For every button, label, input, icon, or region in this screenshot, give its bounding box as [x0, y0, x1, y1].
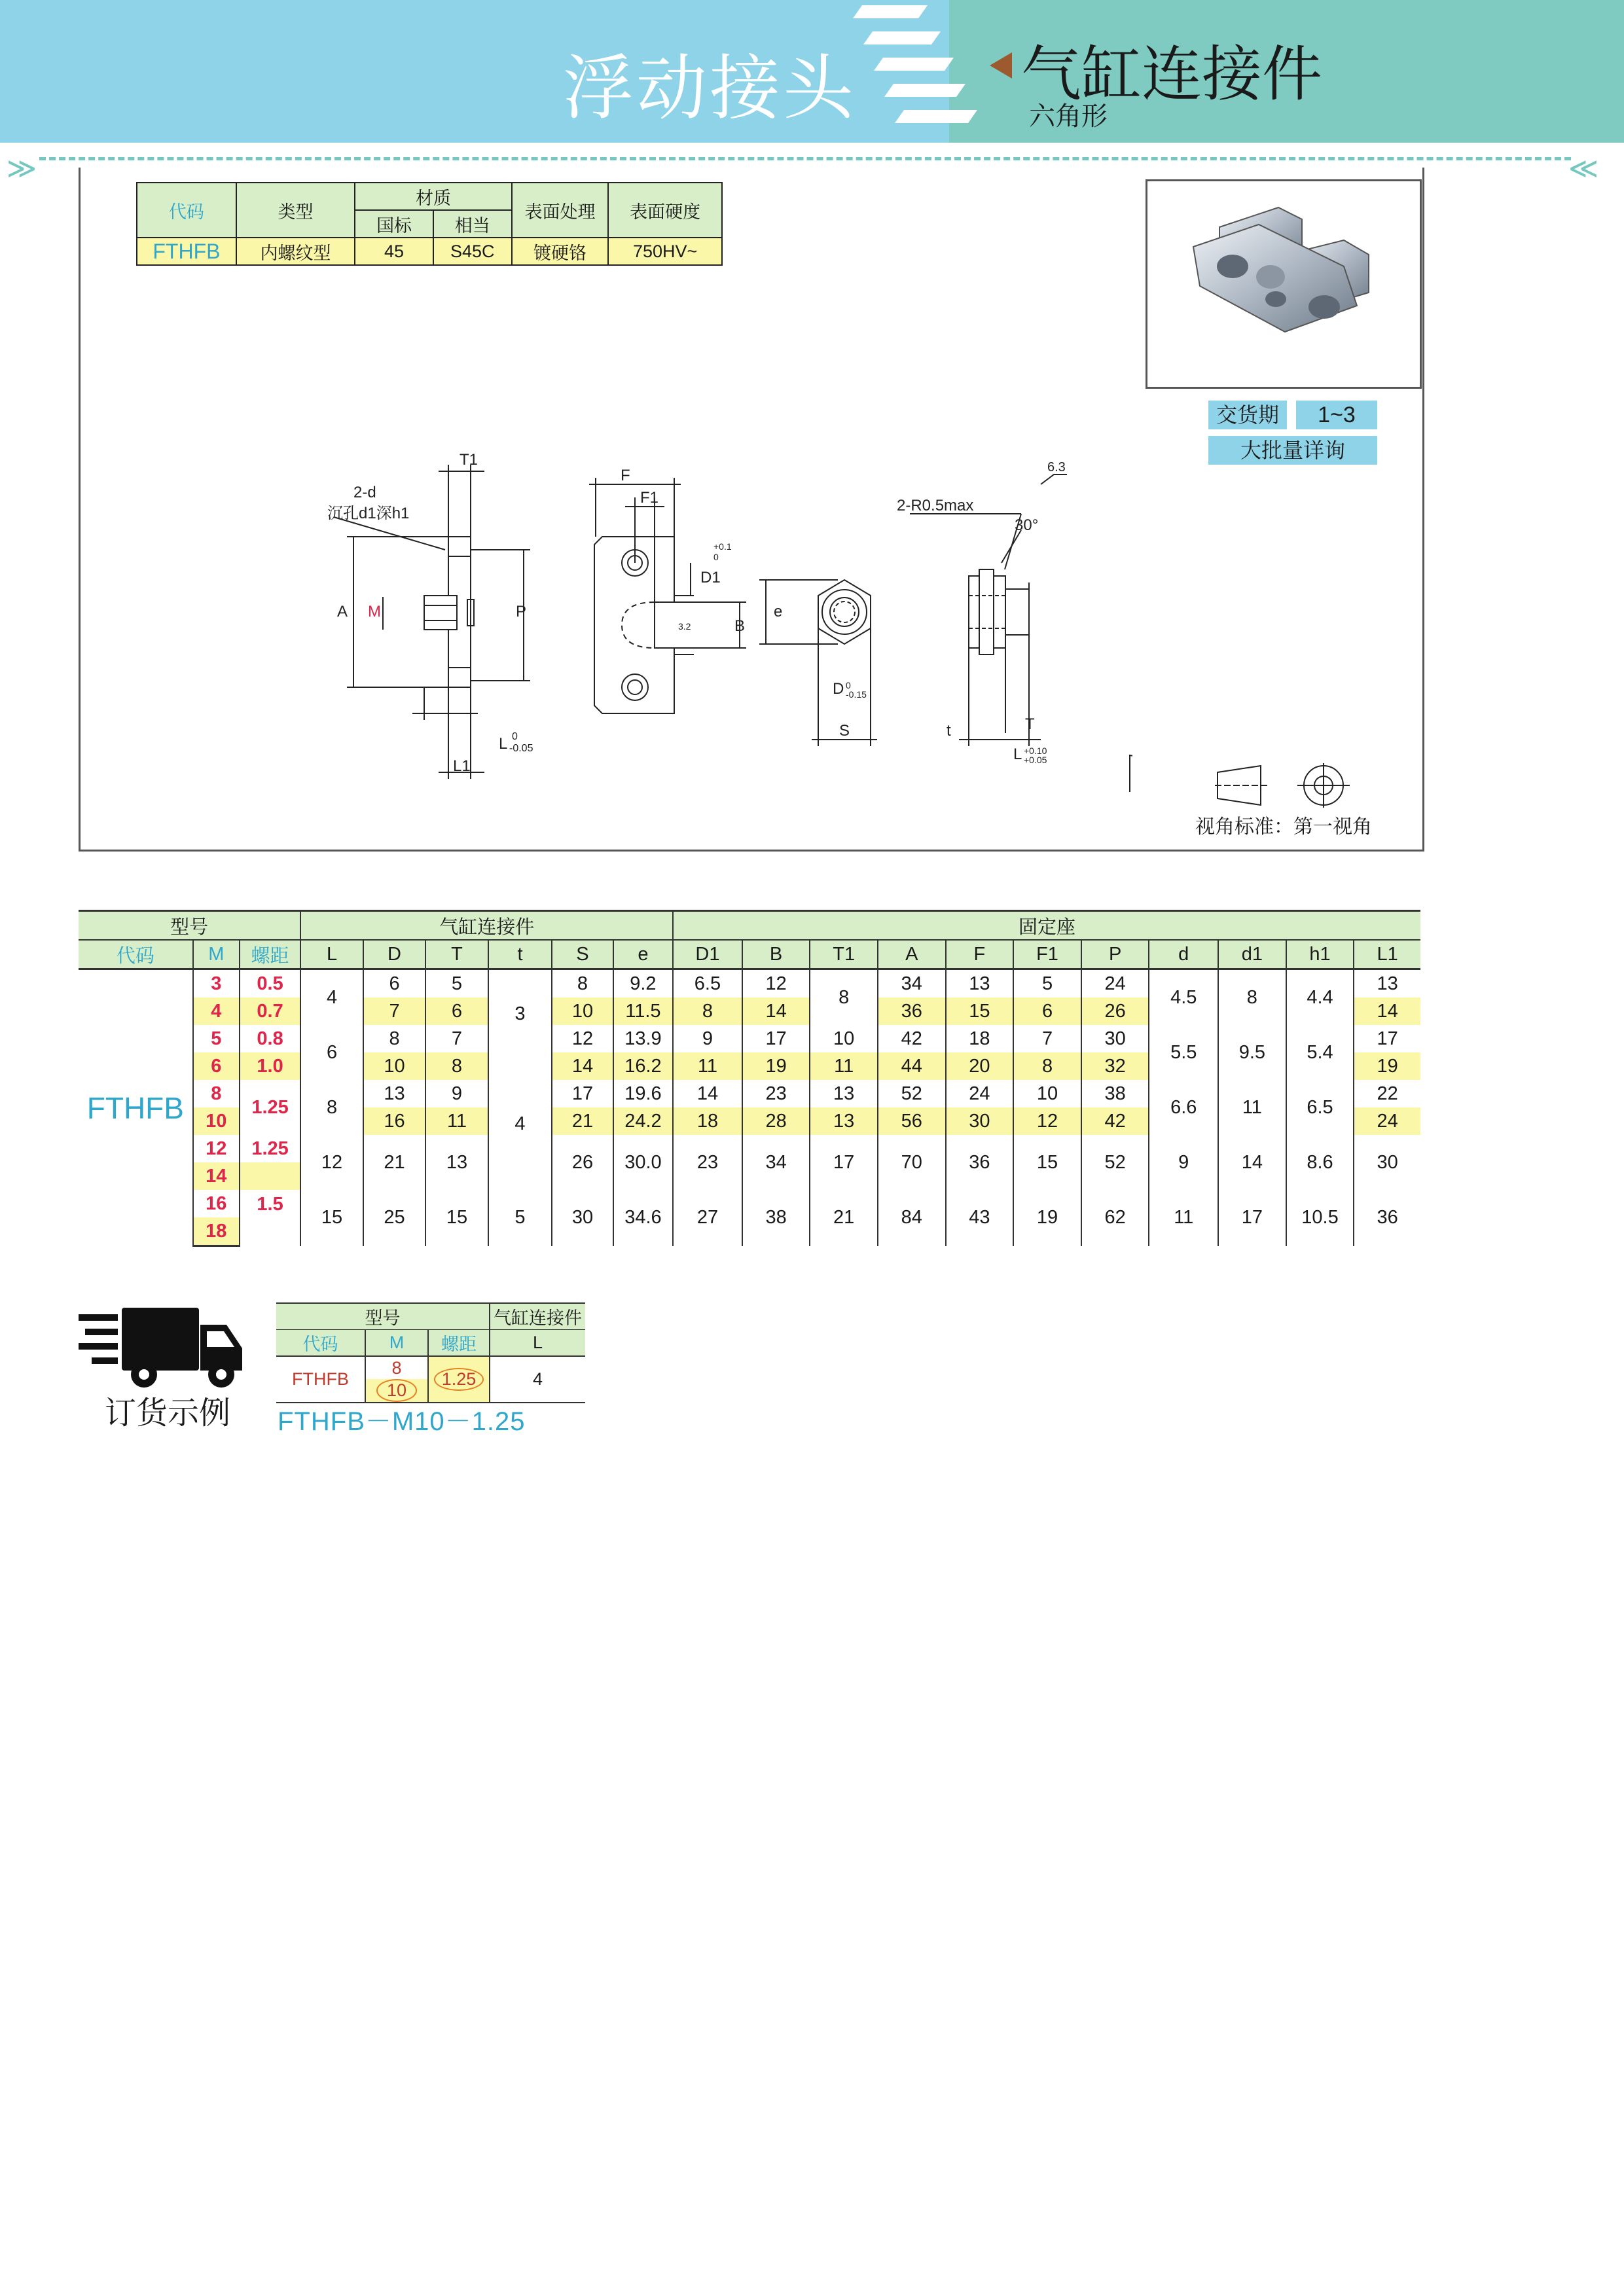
roughness-label: 3.2: [678, 621, 691, 632]
cell-L1: 14: [1354, 997, 1420, 1025]
dim-2d: 2-d: [353, 484, 376, 501]
cell-D1: 11: [673, 1052, 742, 1080]
cell-M: 10: [193, 1107, 240, 1135]
cell-F1: 12: [1013, 1107, 1081, 1135]
cell-pitch: 0.5: [240, 969, 300, 998]
material-type: 内螺纹型: [236, 238, 355, 265]
col-M: M: [193, 940, 240, 969]
group-model: 型号: [79, 911, 300, 941]
dim-A: A: [337, 603, 348, 620]
cell-D: 7: [363, 997, 425, 1025]
cell-d: 4.5: [1149, 969, 1218, 1026]
cell-A: 70: [878, 1135, 946, 1190]
col-t: t: [488, 940, 552, 969]
col-B: B: [742, 940, 810, 969]
cell-L1: 19: [1354, 1052, 1420, 1080]
col-S: S: [552, 940, 613, 969]
material-header-hardness: 表面硬度: [608, 183, 722, 238]
cell-F: 43: [946, 1190, 1014, 1246]
col-T1: T1: [810, 940, 878, 969]
cell-d1: 17: [1218, 1190, 1286, 1246]
cell-S: 26: [552, 1135, 613, 1190]
cell-T1: 10: [810, 1025, 878, 1052]
cell-t: 3: [488, 969, 552, 1026]
cell-P: 30: [1081, 1025, 1149, 1052]
truck-icon: [79, 1302, 242, 1388]
cell-d: 5.5: [1149, 1025, 1218, 1080]
cell-D: 21: [363, 1135, 425, 1190]
dim-L-tol-down: -0.05: [509, 743, 533, 754]
cell-D: 10: [363, 1052, 425, 1080]
dim-D1-tol-up: +0.1: [713, 541, 732, 552]
col-P: P: [1081, 940, 1149, 969]
cell-h1: 5.4: [1286, 1025, 1354, 1080]
cell-M: 3: [193, 969, 240, 998]
cell-D: 6: [363, 969, 425, 998]
dim-L2: L: [1013, 745, 1022, 763]
order-header-M: M: [365, 1330, 428, 1357]
dim-R05: 2-R0.5max: [897, 497, 974, 514]
cell-S: 12: [552, 1025, 613, 1052]
cell-T: 9: [425, 1080, 488, 1107]
cell-B: 23: [742, 1080, 810, 1107]
order-L: 4: [490, 1356, 585, 1403]
col-code: 代码: [79, 940, 193, 969]
cell-F1: 7: [1013, 1025, 1081, 1052]
cell-T1: 21: [810, 1190, 878, 1246]
group-cylinder-connector: 气缸连接件: [300, 911, 673, 941]
cell-B: 34: [742, 1135, 810, 1190]
cell-B: 14: [742, 997, 810, 1025]
order-header-model: 型号: [276, 1303, 490, 1330]
dim-S: S: [839, 722, 850, 740]
dashed-divider: [39, 157, 1571, 160]
cell-D1: 14: [673, 1080, 742, 1107]
cell-D1: 27: [673, 1190, 742, 1246]
dim-D-tol-up: 0: [846, 680, 851, 691]
cell-D1: 23: [673, 1135, 742, 1190]
roughness-63: 6.3: [1047, 460, 1066, 475]
material-surface: 镀硬铬: [512, 238, 609, 265]
cell-T1: 13: [810, 1107, 878, 1135]
cell-A: 36: [878, 997, 946, 1025]
cell-e: 11.5: [613, 997, 673, 1025]
dim-D: D: [833, 680, 844, 698]
order-M2-cell: [365, 1379, 428, 1403]
cell-L: 15: [300, 1190, 363, 1246]
cell-d1: 11: [1218, 1080, 1286, 1135]
cell-S: 30: [552, 1190, 613, 1246]
cell-F: 20: [946, 1052, 1014, 1080]
col-A: A: [878, 940, 946, 969]
cell-t-empty: [488, 1025, 552, 1080]
order-header-cyl: 气缸连接件: [490, 1303, 585, 1330]
cell-pitch: 1.5: [240, 1190, 300, 1246]
material-header-equivalent: 相当: [433, 210, 512, 238]
cell-D1: 9: [673, 1025, 742, 1052]
cell-d: 9: [1149, 1135, 1218, 1190]
arrow-left-icon: [990, 52, 1012, 79]
technical-drawing: [308, 445, 1132, 792]
cell-F: 13: [946, 969, 1014, 998]
order-code: FTHFB: [276, 1356, 365, 1403]
cell-T: 11: [425, 1107, 488, 1135]
cell-T: 8: [425, 1052, 488, 1080]
cell-S: 21: [552, 1107, 613, 1135]
cell-e: 19.6: [613, 1080, 673, 1107]
cell-D: 13: [363, 1080, 425, 1107]
dim-F: F: [621, 467, 630, 484]
cell-P: 42: [1081, 1107, 1149, 1135]
cell-T: 6: [425, 997, 488, 1025]
order-header-pitch: 螺距: [428, 1330, 490, 1357]
cell-d: 6.6: [1149, 1080, 1218, 1135]
order-M2: 10: [376, 1379, 417, 1402]
cell-T: 5: [425, 969, 488, 998]
material-header-surface: 表面处理: [512, 183, 609, 238]
dim-F1: F1: [640, 489, 659, 507]
dim-T: T: [1025, 715, 1035, 733]
cell-F: 24: [946, 1080, 1014, 1107]
header-stripes: [844, 0, 949, 143]
material-national: 45: [355, 238, 433, 265]
dim-e: e: [774, 603, 783, 620]
cell-T1: 17: [810, 1135, 878, 1190]
cell-F: 18: [946, 1025, 1014, 1052]
dim-L2-tol-down: +0.05: [1024, 755, 1047, 765]
cell-A: 56: [878, 1107, 946, 1135]
cell-L1: 17: [1354, 1025, 1420, 1052]
dim-L-tol-up: 0: [512, 731, 518, 742]
col-D1: D1: [673, 940, 742, 969]
cell-pitch: 1.0: [240, 1052, 300, 1080]
cell-e: 9.2: [613, 969, 673, 998]
cell-B: 12: [742, 969, 810, 998]
cell-L: 8: [300, 1080, 363, 1135]
chevron-left-icon: ≪: [1568, 152, 1599, 185]
cell-S: 17: [552, 1080, 613, 1107]
dim-B: B: [734, 617, 746, 635]
dim-D1-tol-down: 0: [713, 552, 719, 562]
cell-t: 5: [488, 1190, 552, 1246]
col-L: L: [300, 940, 363, 969]
cell-B: 19: [742, 1052, 810, 1080]
dim-L2-tol-up: +0.10: [1024, 745, 1047, 756]
cell-D1: 8: [673, 997, 742, 1025]
dim-D1: D1: [700, 569, 721, 586]
cell-F1: 15: [1013, 1135, 1081, 1190]
cell-h1: 6.5: [1286, 1080, 1354, 1135]
cell-d: 11: [1149, 1190, 1218, 1246]
cell-M: 4: [193, 997, 240, 1025]
dim-L: L: [499, 735, 508, 753]
cell-h1: 10.5: [1286, 1190, 1354, 1246]
cell-d1: 14: [1218, 1135, 1286, 1190]
cell-A: 44: [878, 1052, 946, 1080]
cell-D: 25: [363, 1190, 425, 1246]
cell-S: 8: [552, 969, 613, 998]
dim-t: t: [947, 722, 951, 740]
cell-D1: 18: [673, 1107, 742, 1135]
dim-L1: L1: [453, 757, 471, 775]
cell-pitch: 0.7: [240, 997, 300, 1025]
cell-e: 30.0: [613, 1135, 673, 1190]
cell-pitch: 1.25: [240, 1135, 300, 1162]
cell-P: 32: [1081, 1052, 1149, 1080]
chevron-right-icon: ≫: [7, 152, 37, 185]
cell-h1: 4.4: [1286, 969, 1354, 1026]
col-F: F: [946, 940, 1014, 969]
group-fixed-seat: 固定座: [673, 911, 1420, 941]
cell-pitch: 1.25: [240, 1080, 300, 1135]
cell-t-empty: [488, 1135, 552, 1190]
order-pitch: 1.25: [434, 1368, 484, 1391]
cell-F1: 19: [1013, 1190, 1081, 1246]
col-e: e: [613, 940, 673, 969]
order-pitch-cell: [428, 1356, 490, 1403]
col-d1: d1: [1218, 940, 1286, 969]
delivery-label: 交货期: [1208, 401, 1287, 429]
cell-L1: 22: [1354, 1080, 1420, 1107]
cell-F1: 10: [1013, 1080, 1081, 1107]
dim-angle: 30°: [1015, 516, 1039, 534]
cell-A: 34: [878, 969, 946, 998]
cell-T1: 8: [810, 969, 878, 1026]
material-header-national: 国标: [355, 210, 433, 238]
material-header-material: 材质: [355, 183, 511, 210]
cell-A: 52: [878, 1080, 946, 1107]
cell-d1: 8: [1218, 969, 1286, 1026]
cell-L: 6: [300, 1025, 363, 1080]
material-header-code: 代码: [137, 183, 236, 238]
cell-S: 10: [552, 997, 613, 1025]
cell-M: 5: [193, 1025, 240, 1052]
cell-D: 8: [363, 1025, 425, 1052]
dim-counterbore: 沉孔d1深h1: [327, 505, 410, 522]
cell-A: 42: [878, 1025, 946, 1052]
cell-T1: 11: [810, 1052, 878, 1080]
dim-P: P: [516, 603, 527, 620]
cell-pitch: 0.8: [240, 1025, 300, 1052]
dim-D-tol-down: -0.15: [846, 689, 867, 700]
cell-F: 30: [946, 1107, 1014, 1135]
material-equivalent: S45C: [433, 238, 512, 265]
cell-D1: 6.5: [673, 969, 742, 998]
cell-P: 24: [1081, 969, 1149, 998]
cell-L: 4: [300, 969, 363, 1026]
cell-L1: 30: [1354, 1135, 1420, 1190]
cell-M: 18: [193, 1217, 240, 1246]
cell-D: 16: [363, 1107, 425, 1135]
col-F1: F1: [1013, 940, 1081, 969]
cell-B: 17: [742, 1025, 810, 1052]
cell-e: 16.2: [613, 1052, 673, 1080]
order-header-code: 代码: [276, 1330, 365, 1357]
order-header-L: L: [490, 1330, 585, 1357]
cell-L: 12: [300, 1135, 363, 1190]
cell-M: 14: [193, 1162, 240, 1190]
cell-P: 38: [1081, 1080, 1149, 1107]
material-table: [136, 182, 723, 266]
cell-M: 12: [193, 1135, 240, 1162]
cell-T1: 13: [810, 1080, 878, 1107]
cell-e: 13.9: [613, 1025, 673, 1052]
cell-h1: 8.6: [1286, 1135, 1354, 1190]
bulk-inquiry: 大批量详询: [1208, 436, 1377, 465]
cell-M: 6: [193, 1052, 240, 1080]
cell-S: 14: [552, 1052, 613, 1080]
order-example-table: [276, 1302, 585, 1403]
cell-P: 62: [1081, 1190, 1149, 1246]
cell-A: 84: [878, 1190, 946, 1246]
cell-L1: 36: [1354, 1190, 1420, 1246]
material-hardness: 750HV~: [608, 238, 722, 265]
cell-B: 38: [742, 1190, 810, 1246]
order-example-code: FTHFB－M10－1.25: [278, 1407, 526, 1436]
spec-table: [79, 910, 1420, 1247]
col-T: T: [425, 940, 488, 969]
page-title: 浮动接头: [563, 48, 857, 128]
spec-code: FTHFB: [79, 969, 193, 1246]
cell-F1: 6: [1013, 997, 1081, 1025]
page-subsubtitle: 六角形: [1029, 102, 1108, 131]
cell-M: 8: [193, 1080, 240, 1107]
cell-d1: 9.5: [1218, 1025, 1286, 1080]
material-header-type: 类型: [236, 183, 355, 238]
cell-F1: 5: [1013, 969, 1081, 998]
cell-M: 16: [193, 1190, 240, 1217]
order-M1: 8: [365, 1356, 428, 1379]
cell-F: 15: [946, 997, 1014, 1025]
cell-T: 15: [425, 1190, 488, 1246]
col-h1: h1: [1286, 940, 1354, 969]
view-standard-label: 视角标准：第一视角: [1195, 816, 1372, 838]
cell-P: 52: [1081, 1135, 1149, 1190]
cell-e: 24.2: [613, 1107, 673, 1135]
col-D: D: [363, 940, 425, 969]
delivery-value: 1~3: [1296, 401, 1377, 429]
col-L1: L1: [1354, 940, 1420, 969]
product-photo: [1146, 179, 1422, 389]
page-subtitle: 气缸连接件: [1021, 41, 1323, 108]
cell-T: 7: [425, 1025, 488, 1052]
dim-T1: T1: [460, 451, 478, 469]
cell-L1: 24: [1354, 1107, 1420, 1135]
dim-M: M: [368, 603, 381, 620]
col-pitch: 螺距: [240, 940, 300, 969]
cell-F1: 8: [1013, 1052, 1081, 1080]
col-d: d: [1149, 940, 1218, 969]
cell-T: 13: [425, 1135, 488, 1190]
cell-e: 34.6: [613, 1190, 673, 1246]
cell-F: 36: [946, 1135, 1014, 1190]
projection-symbol: [1215, 763, 1385, 809]
cell-L1: 13: [1354, 969, 1420, 998]
cell-t: 4: [488, 1080, 552, 1135]
cell-B: 28: [742, 1107, 810, 1135]
cell-P: 26: [1081, 997, 1149, 1025]
cell-pitch-empty: [240, 1162, 300, 1190]
order-example-label: 订货示例: [105, 1396, 231, 1431]
material-code: FTHFB: [137, 238, 236, 265]
